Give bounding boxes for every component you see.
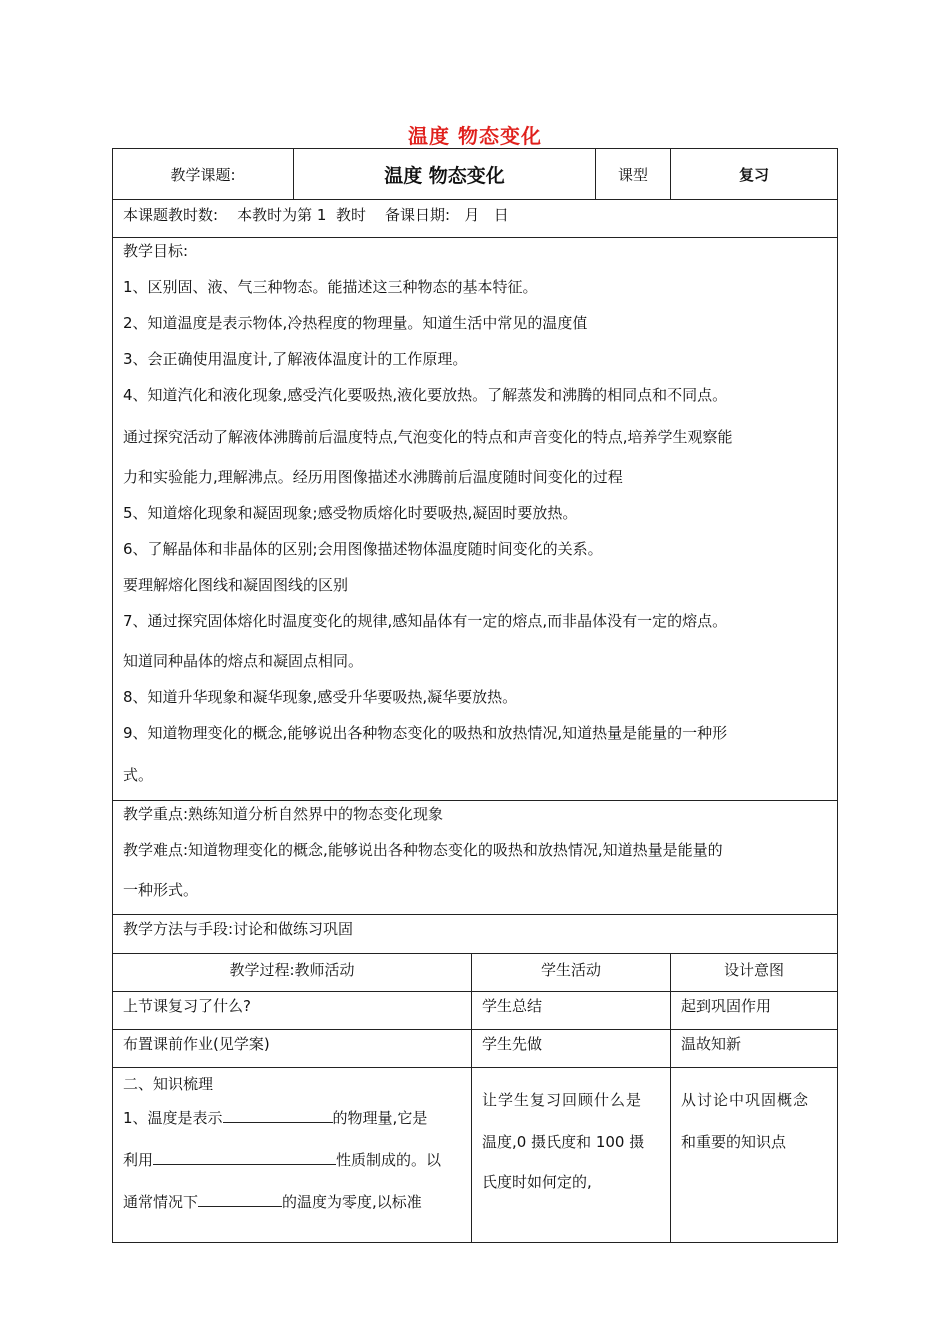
design-cell [671,992,837,1029]
review-text: 利用 [123,1151,154,1169]
design-cell [671,1030,837,1067]
process-col-teacher [113,954,472,991]
teacher-cell [113,1030,472,1067]
objectives-section [112,237,838,800]
col-teacher-label: 教学过程:教师活动 [229,961,355,979]
focus-section [112,800,838,914]
teacher-activity: 布置课前作业(见学案) [123,1035,270,1053]
objective-line: 9、知道物理变化的概念,能够说出各种物态变化的吸热和放热情况,知道热量是能量的一种形 [123,724,728,742]
type-label-cell [596,149,671,199]
review-text: 1、温度是表示 [123,1109,223,1127]
student-activity: 温度,0 摄氏度和 100 摄 [482,1133,645,1151]
type-label: 课型 [617,165,648,184]
key-point: 教学重点:熟练知道分析自然界中的物态变化现象 [123,805,444,823]
review-heading: 二、知识梳理 [123,1075,214,1093]
hours-row [112,199,838,237]
student-cell [472,992,671,1029]
student-activity: 学生总结 [482,997,543,1015]
page-title: 温度 物态变化 [408,124,542,148]
header-row [112,148,838,199]
type-value-cell [671,149,837,199]
review-text: 性质制成的。以 [336,1151,442,1169]
objective-line: 力和实验能力,理解沸点。经历用图像描述水沸腾前后温度随时间变化的过程 [123,468,623,486]
review-line-2 [123,1150,463,1170]
method-row [112,914,838,953]
objective-line: 4、知道汽化和液化现象,感受汽化要吸热,液化要放热。了解蒸发和沸腾的相同点和不同点。 [123,386,728,404]
subject-label: 教学课题: [170,165,236,184]
col-design-label: 设计意图 [723,961,784,979]
col-student-label: 学生活动 [540,961,601,979]
review-text: 的温度为零度,以标准 [282,1193,422,1211]
process-col-student [472,954,671,991]
objective-line: 5、知道熔化现象和凝固现象;感受物质熔化时要吸热,凝固时要放热。 [123,504,578,522]
review-line-1 [123,1108,463,1128]
design-cell [671,1068,837,1242]
design-intent: 温故知新 [681,1035,742,1053]
review-line-3 [123,1192,463,1212]
design-intent: 和重要的知识点 [681,1133,787,1151]
objective-line: 3、会正确使用温度计,了解液体温度计的工作原理。 [123,350,468,368]
objectives-heading: 教学目标: [123,242,189,260]
student-activity: 让学生复习回顾什么是 [482,1091,643,1109]
subject-value: 温度 物态变化 [384,164,505,187]
type-value: 复习 [738,165,769,184]
objective-line: 8、知道升华现象和凝华现象,感受升华要吸热,凝华要放热。 [123,688,518,706]
design-intent: 起到巩固作用 [681,997,772,1015]
student-cell [472,1068,671,1242]
student-cell [472,1030,671,1067]
objective-line: 通过探究活动了解液体沸腾前后温度特点,气泡变化的特点和声音变化的特点,培养学生观察能 [123,428,733,446]
objective-line: 1、区别固、液、气三种物态。能描述这三种物态的基本特征。 [123,278,538,296]
fill-blank [153,1150,336,1165]
objective-line: 知道同种晶体的熔点和凝固点相同。 [123,652,364,670]
fill-blank [198,1192,282,1207]
table-bottom-border [112,1242,838,1243]
objective-line: 2、知道温度是表示物体,冷热程度的物理量。知道生活中常见的温度值 [123,314,588,332]
difficulty-line: 一种形式。 [123,881,199,899]
difficulty-line: 教学难点:知道物理变化的概念,能够说出各种物态变化的吸热和放热情况,知道热量是能量的 [123,841,723,859]
teacher-activity: 上节课复习了什么? [123,997,251,1015]
design-intent: 从讨论中巩固概念 [681,1091,810,1109]
student-activity: 氏度时如何定的, [482,1173,592,1191]
review-text: 的物理量,它是 [332,1109,428,1127]
process-col-design [671,954,837,991]
review-row [112,1067,838,1242]
fill-blank [223,1108,333,1123]
teacher-cell [113,1068,472,1242]
objective-line: 要理解熔化图线和凝固图线的区别 [123,576,349,594]
objective-line: 6、了解晶体和非晶体的区别;会用图像描述物体温度随时间变化的关系。 [123,540,603,558]
process-row [112,991,838,1029]
hours-line: 本课题教时数: 本教时为第 1 教时 备课日期: 月 日 [123,206,509,224]
objective-line: 7、通过探究固体熔化时温度变化的规律,感知晶体有一定的熔点,而非晶体没有一定的熔点。 [123,612,728,630]
method-line: 教学方法与手段:讨论和做练习巩固 [123,920,354,938]
teacher-cell [113,992,472,1029]
objective-line: 式。 [123,766,154,784]
process-header-row [112,953,838,991]
process-row [112,1029,838,1067]
subject-value-cell [294,149,596,199]
student-activity: 学生先做 [482,1035,543,1053]
review-text: 通常情况下 [123,1193,199,1211]
subject-label-cell [113,149,294,199]
